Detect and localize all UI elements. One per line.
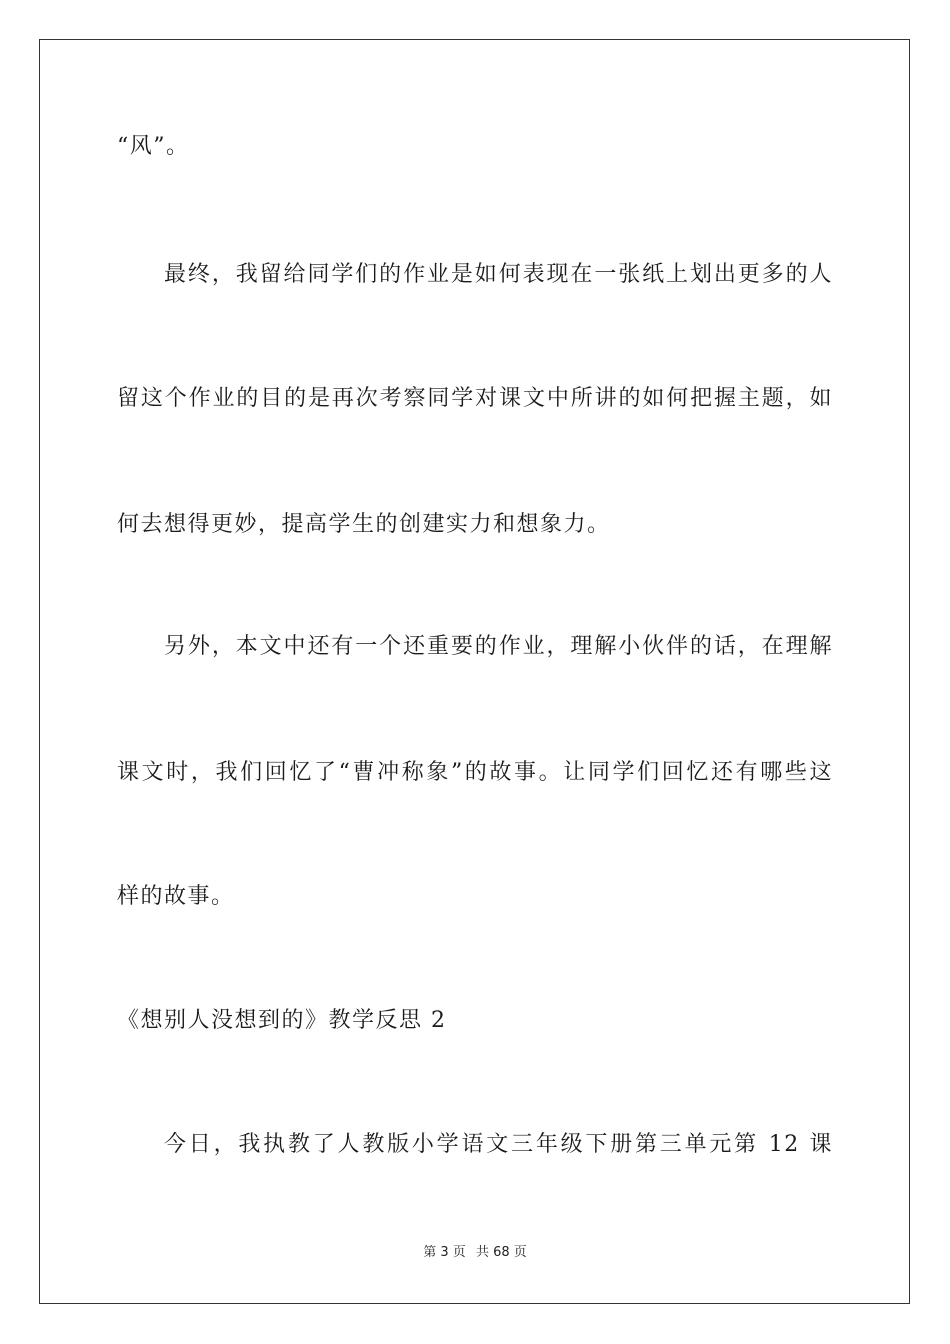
page-frame: [39, 39, 910, 1304]
page-total: 共 68 页: [475, 1245, 527, 1260]
section-heading: 《想别人没想到的》教学反思 2: [117, 1008, 447, 1033]
text-line-3: 留这个作业的目的是再次考察同学对课文中所讲的如何把握主题，如: [117, 386, 833, 411]
text-line-7: 样的故事。: [117, 884, 235, 909]
text-line-2: 最终，我留给同学们的作业是如何表现在一张纸上划出更多的人: [164, 262, 833, 287]
text-line-1: “风”。: [117, 134, 190, 159]
text-line-5: 另外，本文中还有一个还重要的作业，理解小伙伴的话，在理解: [164, 634, 833, 659]
text-line-9: 今日，我执教了人教版小学语文三年级下册第三单元第 12 课: [164, 1132, 833, 1157]
page-number: 第 3 页: [423, 1245, 466, 1260]
text-line-4: 何去想得更妙，提高学生的创建实力和想象力。: [117, 512, 611, 537]
page-footer: [0, 1244, 950, 1262]
text-line-6: 课文时，我们回忆了“曹冲称象”的故事。让同学们回忆还有哪些这: [117, 760, 833, 785]
